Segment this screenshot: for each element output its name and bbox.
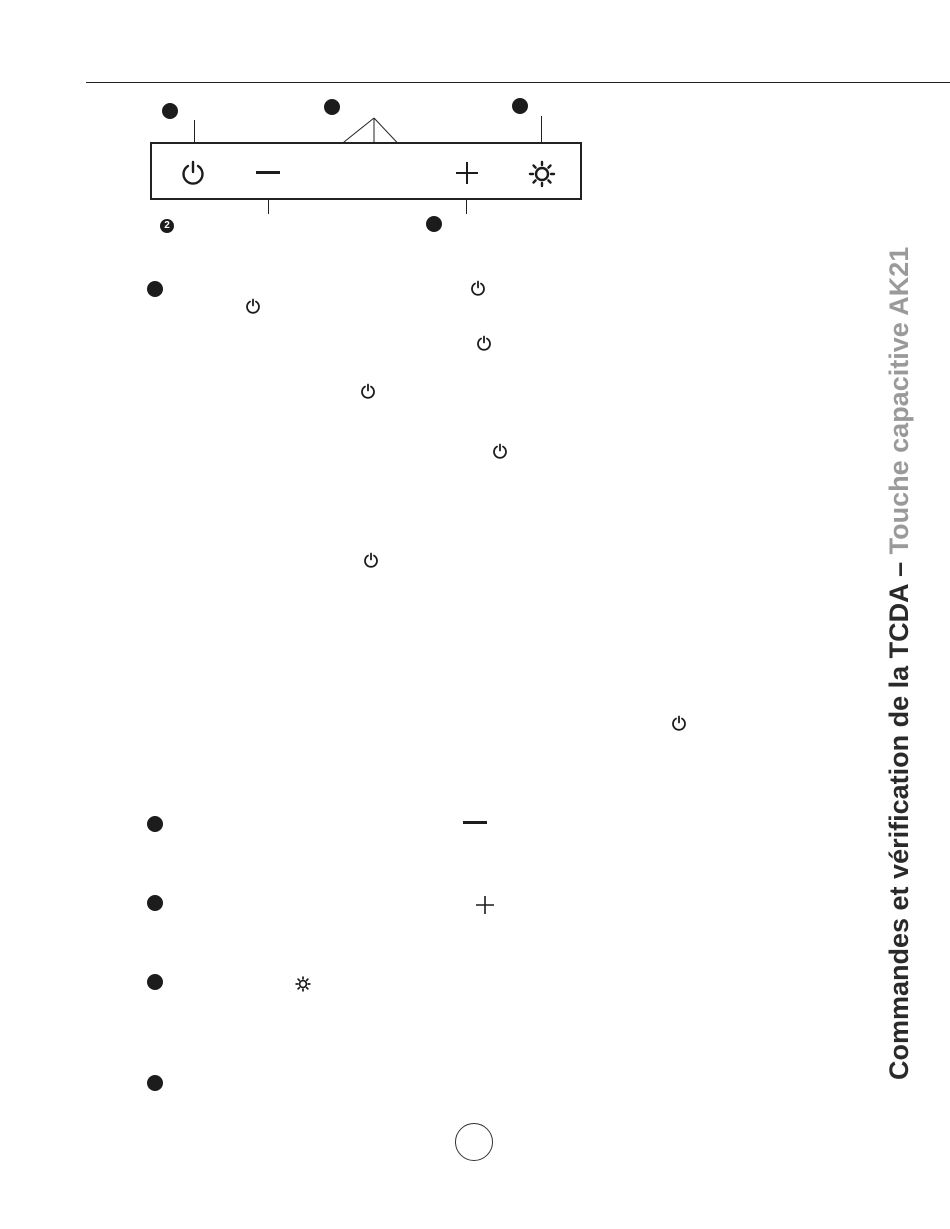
section-bullet-minus — [147, 816, 163, 832]
power-icon — [476, 335, 492, 351]
page-number-circle — [455, 1123, 493, 1161]
callout-bullet-power — [162, 103, 178, 119]
light-icon[interactable] — [528, 160, 556, 188]
power-icon — [363, 552, 379, 568]
section-bullet-power — [147, 281, 163, 297]
side-title-main: Commandes et vérification de la TCDA — [884, 584, 914, 1080]
header-rule — [86, 82, 950, 83]
callout-badge-2: 2 — [160, 219, 174, 233]
side-title-sub: Touche capacitive AK21 — [884, 246, 914, 555]
plus-icon — [474, 894, 496, 916]
power-icon — [245, 298, 261, 314]
power-icon[interactable] — [180, 160, 206, 186]
power-icon — [492, 443, 508, 459]
callout-bullet-light — [512, 98, 528, 114]
callout-bullet-led — [324, 99, 340, 115]
callout-bullet-plus — [426, 216, 442, 232]
power-icon — [470, 280, 486, 296]
minus-icon — [463, 821, 487, 824]
side-title — [884, 247, 914, 1080]
section-bullet-led — [147, 1075, 163, 1091]
plus-icon[interactable] — [454, 160, 480, 186]
side-title-separator: – — [884, 554, 914, 585]
power-icon — [671, 715, 687, 731]
light-icon — [295, 976, 311, 992]
section-bullet-light — [147, 974, 163, 990]
power-icon — [360, 383, 376, 399]
control-panel — [150, 142, 582, 200]
minus-icon[interactable] — [256, 171, 280, 174]
section-bullet-plus — [147, 895, 163, 911]
